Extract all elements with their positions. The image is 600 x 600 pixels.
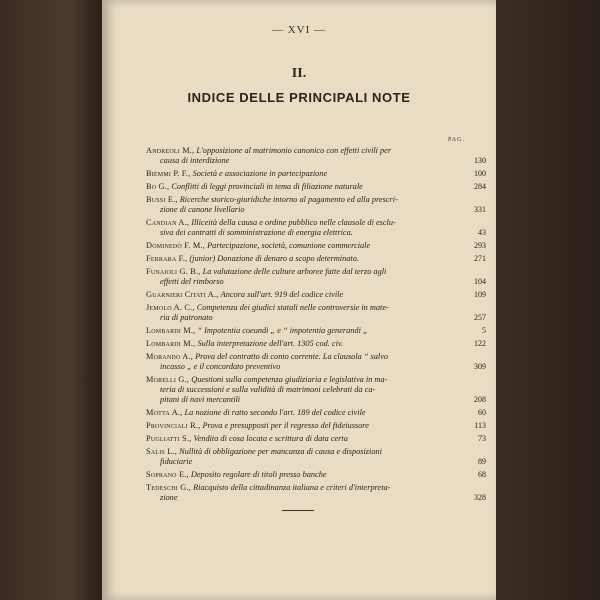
section-number: II. bbox=[291, 66, 307, 81]
book-spine-shadow bbox=[0, 0, 100, 600]
entry-description: Conflitti di leggi provinciali in tema di filiazione naturale bbox=[171, 182, 363, 191]
page-header: — XVI — bbox=[271, 24, 327, 36]
entry-author: Bussi E., bbox=[146, 195, 178, 204]
index-entry bbox=[146, 375, 486, 405]
book-page bbox=[102, 0, 496, 600]
entry-continuation: effetti del rimborso bbox=[160, 277, 224, 286]
entry-page-number: 130 bbox=[474, 156, 486, 165]
index-entry bbox=[146, 326, 486, 336]
entry-continuation: fiduciarie bbox=[160, 457, 193, 466]
index-entry bbox=[146, 182, 486, 192]
entry-author: Biemmi P. F., bbox=[146, 169, 191, 178]
entry-author: Candian A., bbox=[146, 218, 190, 227]
entry-page-number: 104 bbox=[474, 277, 486, 286]
index-entry bbox=[146, 421, 486, 431]
entry-description: Ancora sull'art. 919 del codice civile bbox=[220, 290, 344, 299]
index-list bbox=[146, 146, 486, 506]
entry-description: Società e associazione in partecipazione bbox=[192, 169, 328, 178]
page-title: INDICE DELLE PRINCIPALI NOTE bbox=[187, 90, 411, 105]
entry-page-number: 309 bbox=[474, 362, 486, 371]
entry-author: Funaioli G. B., bbox=[146, 267, 201, 276]
entry-page-number: 5 bbox=[482, 326, 486, 335]
entry-description: La valutazione delle culture arboree fatte dal terzo agli bbox=[202, 267, 387, 276]
index-entry bbox=[146, 339, 486, 349]
entry-continuation: ria di patronato bbox=[160, 313, 213, 322]
entry-author: Andreoli M., bbox=[146, 146, 195, 155]
index-entry bbox=[146, 352, 486, 372]
index-entry bbox=[146, 303, 486, 323]
entry-continuation: zione di canone livellario bbox=[160, 205, 245, 214]
entry-page-number: 208 bbox=[474, 395, 486, 404]
entry-page-number: 122 bbox=[474, 339, 486, 348]
entry-description: Competenza dei giudici statali nelle controversie in mate- bbox=[196, 303, 389, 312]
entry-author: Lombardi M., bbox=[146, 326, 196, 335]
entry-author: Tedeschi G., bbox=[146, 483, 192, 492]
entry-page-number: 293 bbox=[474, 241, 486, 250]
entry-page-number: 60 bbox=[478, 408, 486, 417]
entry-page-number: 109 bbox=[474, 290, 486, 299]
entry-description: Sulla interpretazione dell'art. 1305 cod. civ. bbox=[197, 339, 344, 348]
entry-description: Deposito regolare di titoli presso banche bbox=[190, 470, 327, 479]
entry-author: Salis L., bbox=[146, 447, 178, 456]
entry-author: Guarnieri Citati A., bbox=[146, 290, 219, 299]
index-entry bbox=[146, 146, 486, 166]
entry-page-number: 257 bbox=[474, 313, 486, 322]
index-entry bbox=[146, 218, 486, 238]
entry-continuation: incasso „ e il concordato preventivo bbox=[160, 362, 281, 371]
index-entry bbox=[146, 483, 486, 503]
index-entry bbox=[146, 434, 486, 444]
index-entry bbox=[146, 195, 486, 215]
index-entry bbox=[146, 447, 486, 467]
index-entry bbox=[146, 241, 486, 251]
entry-page-number: 328 bbox=[474, 493, 486, 502]
entry-page-number: 73 bbox=[478, 434, 486, 443]
entry-page-number: 100 bbox=[474, 169, 486, 178]
entry-description: Illiceità della causa e ordine pubblico nelle clausole di esclu- bbox=[191, 218, 396, 227]
entry-author: Ferrara F., bbox=[146, 254, 188, 263]
entry-description: Partecipazione, società, comunione commerciale bbox=[207, 241, 371, 250]
background-edge bbox=[496, 0, 600, 600]
entry-continuation: zione bbox=[160, 493, 178, 502]
entry-page-number: 113 bbox=[474, 421, 486, 430]
entry-page-number: 68 bbox=[478, 470, 486, 479]
entry-page-number: 331 bbox=[474, 205, 486, 214]
entry-description: Ricerche storico-giuridiche intorno al pagamento ed alla prescri- bbox=[179, 195, 398, 204]
entry-page-number: 271 bbox=[474, 254, 486, 263]
entry-description: (junior) Donazione di denaro a scopo determinato. bbox=[189, 254, 359, 263]
entry-description: Vendita di cosa locata e scrittura di data certa bbox=[193, 434, 348, 443]
entry-author: Morando A., bbox=[146, 352, 194, 361]
entry-description: Riacquisto della cittadinanza italiana e criteri d'interpreta- bbox=[193, 483, 391, 492]
entry-page-number: 43 bbox=[478, 228, 486, 237]
entry-description: Nullità di obbligazione per mancanza di causa e disposizioni bbox=[179, 447, 382, 456]
entry-author: Jemolo A. C., bbox=[146, 303, 195, 312]
index-entry bbox=[146, 408, 486, 418]
entry-author: Dominedò F. M., bbox=[146, 241, 206, 250]
entry-author: Motta A., bbox=[146, 408, 183, 417]
entry-description: Prova e presupposti per il regresso del fideiussore bbox=[202, 421, 369, 430]
page-column-label: PAG. bbox=[448, 137, 465, 143]
index-entry bbox=[146, 254, 486, 264]
index-entry bbox=[146, 290, 486, 300]
entry-continuation: siva dei contratti di somministrazione di energia elettrica. bbox=[160, 228, 353, 237]
entry-description: “ Impotentia coeundi „ e “ impotentia generandi „ bbox=[197, 326, 368, 335]
entry-continuation: causa di interdizione bbox=[160, 156, 230, 165]
entry-author: Bo G., bbox=[146, 182, 170, 191]
entry-author: Provinciali R., bbox=[146, 421, 201, 430]
entry-description: Prova del contratto di conto corrente. La clausola “ salvo bbox=[195, 352, 389, 361]
entry-author: Soprano E., bbox=[146, 470, 189, 479]
entry-author: Pugliatti S., bbox=[146, 434, 192, 443]
entry-continuation: teria di successioni e sulla validità di matrimoni celebrati da ca- bbox=[160, 385, 376, 394]
entry-continuation: pitani di navi mercantili bbox=[160, 395, 241, 404]
index-entry bbox=[146, 267, 486, 287]
entry-author: Lombardi M., bbox=[146, 339, 196, 348]
entry-description: L'opposizione al matrimonio canonico con effetti civili per bbox=[196, 146, 392, 155]
entry-description: Questioni sulla competenza giudiziaria e legislativa in ma- bbox=[191, 375, 388, 384]
bottom-rule bbox=[282, 510, 314, 511]
entry-description: La nozione di ratto secondo l'art. 189 del codice civile bbox=[184, 408, 366, 417]
entry-page-number: 284 bbox=[474, 182, 486, 191]
index-entry bbox=[146, 470, 486, 480]
entry-author: Morelli G., bbox=[146, 375, 190, 384]
index-entry bbox=[146, 169, 486, 179]
entry-page-number: 89 bbox=[478, 457, 486, 466]
